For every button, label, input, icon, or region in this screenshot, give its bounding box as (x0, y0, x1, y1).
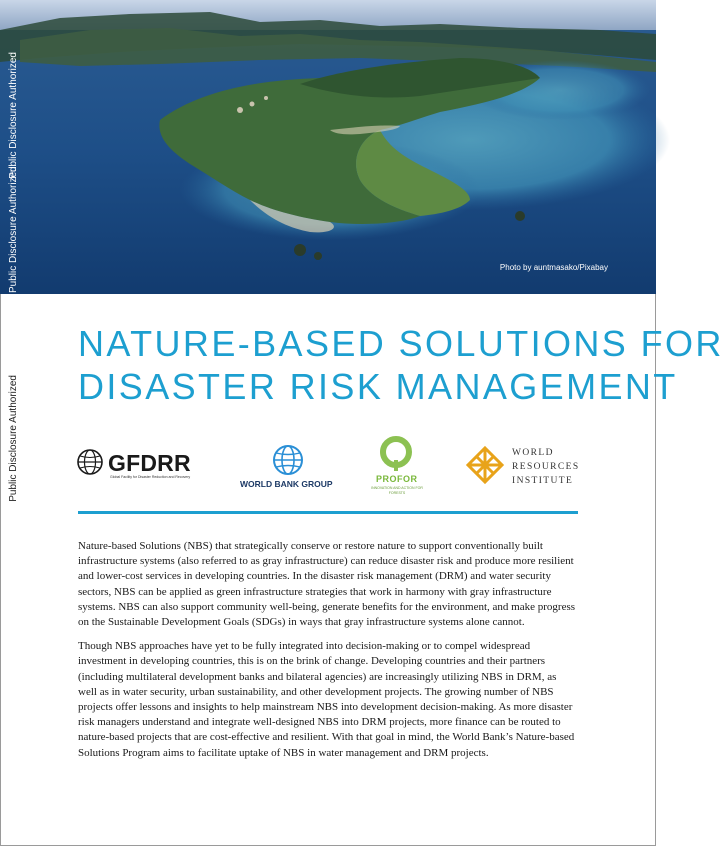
wri-logo-name (512, 446, 580, 488)
wri-logo-line-3: INSTITUTE (512, 476, 574, 486)
title-line-2: DISASTER RISK MANAGEMENT (78, 366, 678, 407)
gfdrr-logo-name: GFDRR (108, 450, 191, 476)
world-bank-globe-icon (272, 444, 304, 481)
hero-photo (0, 0, 656, 294)
gfdrr-globe-icon (76, 448, 104, 481)
world-bank-logo-name: WORLD BANK GROUP (240, 479, 333, 489)
side-label-bottom: Public Disclosure Authorized (8, 375, 19, 502)
side-label-middle: Public Disclosure Authorized (8, 166, 19, 293)
island-aerial-image (0, 0, 656, 294)
wri-logo-line-1: WORLD (512, 448, 554, 458)
profor-logo-tagline: INNOVATION AND ACTION FOR FORESTS (371, 486, 423, 495)
profor-ring-icon (378, 434, 414, 477)
side-label-top: Public Disclosure Authorized (8, 52, 19, 179)
body-paragraph-2: Though NBS approaches have yet to be fully integrated into decision-making or to compel widespread investment in developing countries, this is on the brink of change. Developing countries and their partners (including multilateral development banks and bilateral agencies) are increasingly utilizing NBS in DRM, as well as in water security, urban sustainability, and other development projects. The growing number of NBS projects offer lessons and insights to help mainstream NBS into development decision-making. As more disaster risk managers understand and integrate well-designed NBS into DRM projects, more finance can be routed to nature-based projects that are cost-effective and resilient. With that goal in mind, the World Bank’s Nature-based Solutions Program aims to facilitate uptake of NBS in water management and DRM projects. (78, 640, 575, 759)
profor-logo-name: PROFOR (376, 474, 418, 484)
title-line-1: NATURE-BASED SOLUTIONS FOR (78, 323, 724, 364)
gfdrr-logo-tagline: Global Facility for Disaster Reduction and Recovery (110, 475, 191, 479)
wri-logo-line-2: RESOURCES (512, 462, 580, 472)
photo-credit: Photo by auntmasako/Pixabay (499, 263, 608, 272)
partner-logos (76, 432, 580, 504)
page-title (78, 322, 724, 408)
body-paragraph-1: Nature-based Solutions (NBS) that strategically conserve or restore nature to support conventionally built infrastructure systems (also referred to as gray infrastructure) can reduce disaster risk and produce more resilient and lower-cost services in developing countries. In the disaster risk management (DRM) and water security sectors, NBS can be applied as green infrastructure strategies that work in harmony with gray infrastructure systems. NBS can also support community well-being, generate benefits for the environment, and make progress on the Sustainable Development Goals (SDGs) in ways that gray infrastructure systems alone cannot. (78, 540, 576, 629)
section-divider (78, 511, 578, 514)
body-text (78, 539, 578, 770)
wri-knot-icon (466, 446, 504, 489)
